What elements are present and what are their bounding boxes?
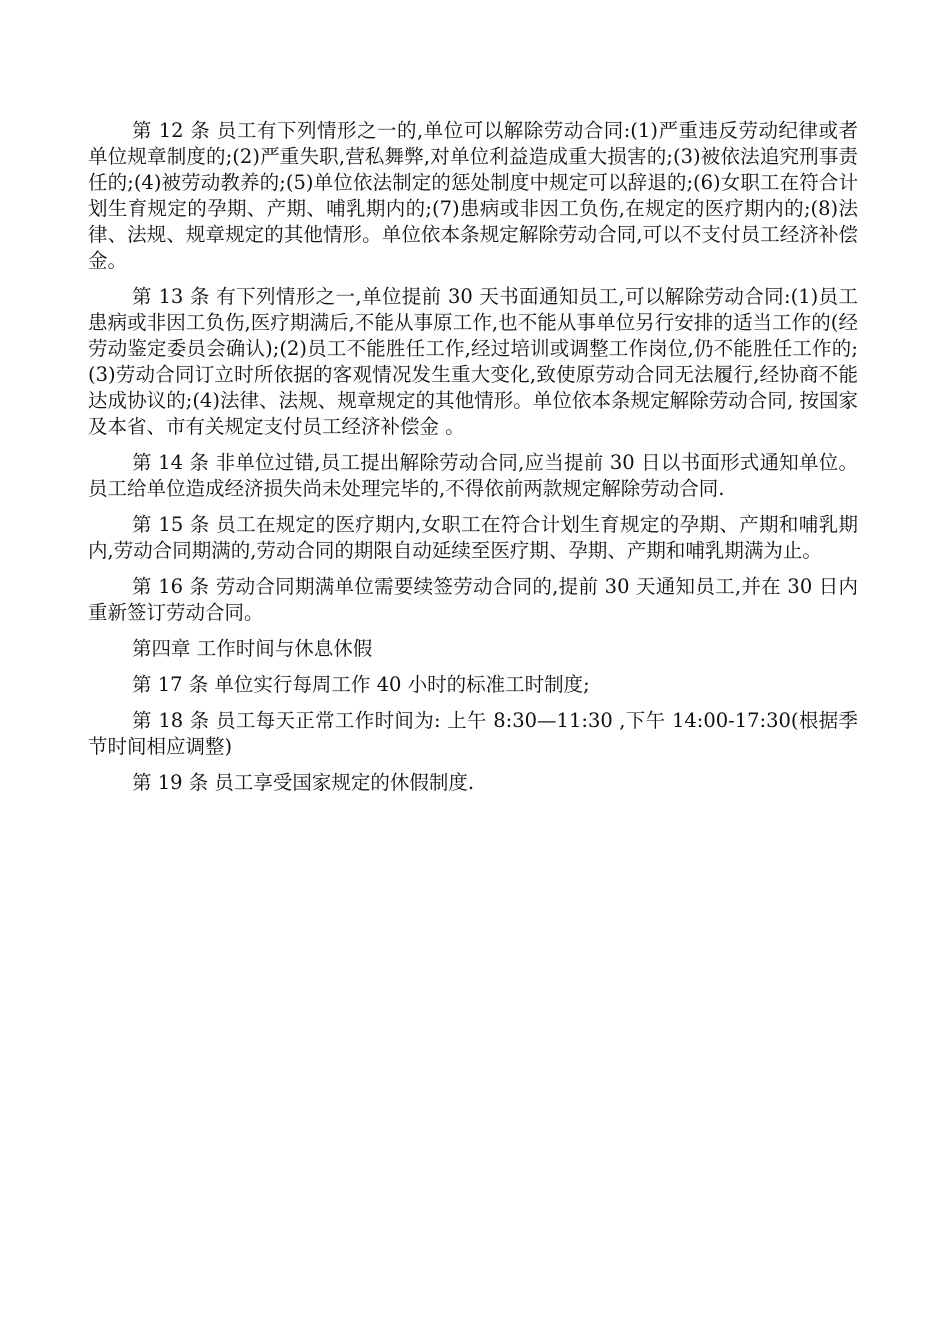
article-18-paragraph: 第 18 条 员工每天正常工作时间为: 上午 8:30—11:30 ,下午 14:00-17:30(根据季节时间相应调整) — [88, 709, 858, 758]
chapter-4-heading: 第四章 工作时间与休息休假 — [132, 637, 373, 660]
article-15-paragraph: 第 15 条 员工在规定的医疗期内,女职工在符合计划生育规定的孕期、产期和哺乳期内,劳动合同期满的,劳动合同的期限自动延续至医疗期、孕期、产期和哺乳期满为止。 — [88, 513, 858, 562]
article-14-paragraph: 第 14 条 非单位过错,员工提出解除劳动合同,应当提前 30 日以书面形式通知单位。员工给单位造成经济损失尚未处理完毕的,不得依前两款规定解除劳动合同. — [88, 451, 858, 500]
article-17-paragraph: 第 17 条 单位实行每周工作 40 小时的标准工时制度; — [132, 673, 590, 696]
article-19-paragraph: 第 19 条 员工享受国家规定的休假制度. — [132, 771, 475, 794]
document-body — [88, 118, 858, 806]
article-13-paragraph: 第 13 条 有下列情形之一,单位提前 30 天书面通知员工,可以解除劳动合同:(1)员工患病或非因工负伤,医疗期满后,不能从事原工作,也不能从事单位另行安排的适当工作的(经劳动鉴定委员会确认);(2)员工不能胜任工作,经过培训或调整工作岗位,仍不能胜任工作的;(3)劳动合同订立时所依据的客观情况发生重大变化,致使原劳动合同无法履行,经协商不能达成协议的;(4)法律、法规、规章规定的其他情形。单位依本条规定解除劳动合同, 按国家及本省、市有关规定支付员工经济补偿金 。 — [88, 285, 858, 438]
article-12-paragraph: 第 12 条 员工有下列情形之一的,单位可以解除劳动合同:(1)严重违反劳动纪律或者单位规章制度的;(2)严重失职,营私舞弊,对单位利益造成重大损害的;(3)被依法追究刑事责任的;(4)被劳动教养的;(5)单位依法制定的惩处制度中规定可以辞退的;(6)女职工在符合计划生育规定的孕期、产期、哺乳期内的;(7)患病或非因工负伤,在规定的医疗期内的;(8)法律、法规、规章规定的其他情形。单位依本条规定解除劳动合同,可以不支付员工经济补偿金。 — [88, 119, 858, 272]
article-16-paragraph: 第 16 条 劳动合同期满单位需要续签劳动合同的,提前 30 天通知员工,并在 30 日内重新签订劳动合同。 — [88, 575, 858, 624]
